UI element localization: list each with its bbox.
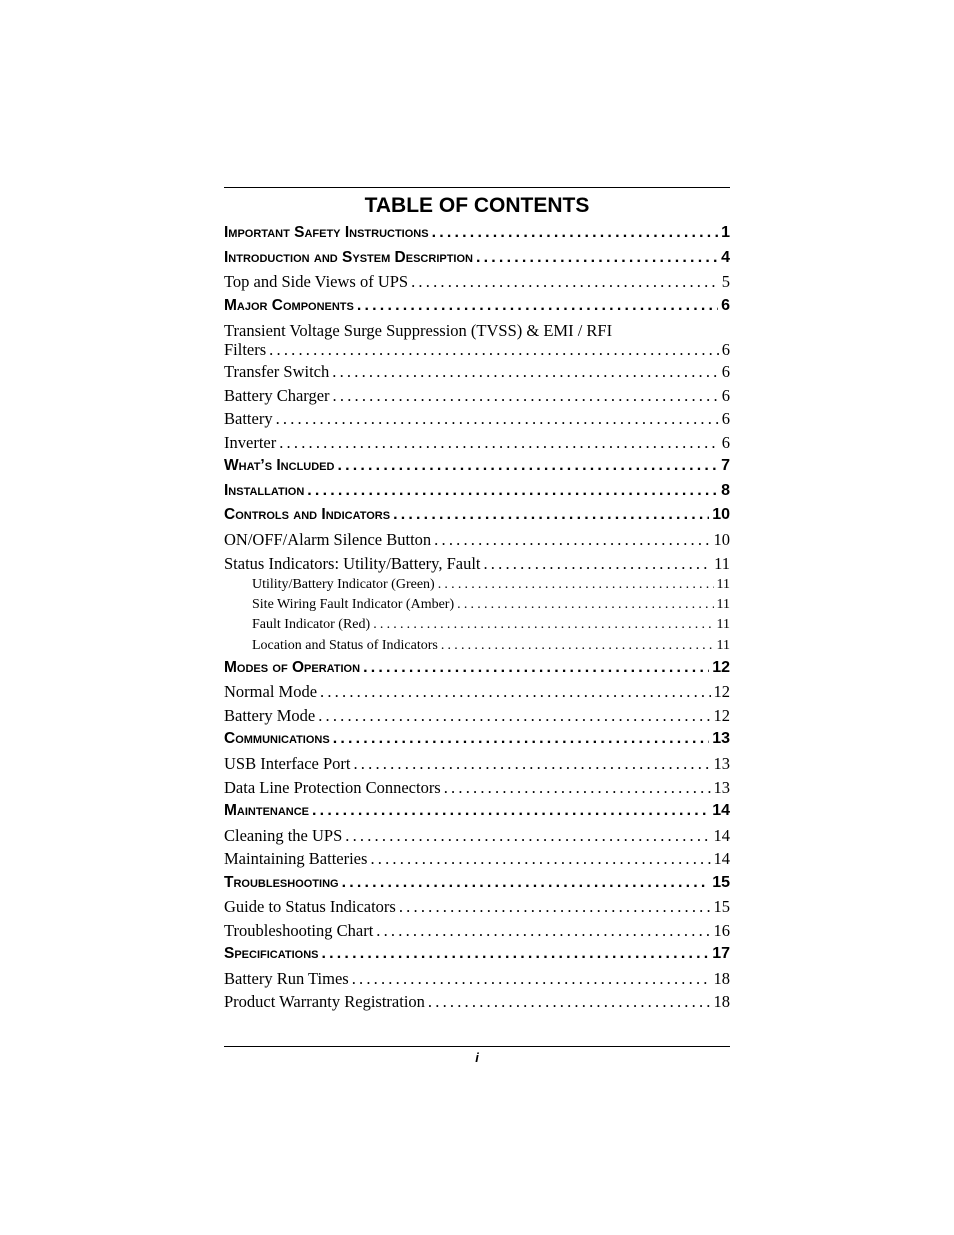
toc-entry[interactable]: [224, 528, 730, 552]
toc-entry-page: 11: [714, 553, 730, 573]
toc-entry[interactable]: [224, 407, 730, 431]
toc-entry-page: 1: [721, 224, 730, 241]
toc-entry[interactable]: [224, 454, 730, 479]
toc-entry[interactable]: [224, 431, 730, 455]
dot-leader: [363, 656, 709, 681]
dot-leader: [332, 360, 718, 384]
toc-entry-page: 14: [713, 849, 730, 869]
toc-list: [224, 221, 730, 1014]
toc-entry[interactable]: [224, 704, 730, 728]
toc-entry-label: Troubleshooting Chart: [224, 920, 374, 940]
toc-entry[interactable]: [224, 847, 730, 871]
toc-entry-page: 18: [713, 992, 730, 1012]
dot-leader: [333, 727, 709, 752]
toc-entry-page: 13: [713, 754, 730, 773]
toc-entry[interactable]: [224, 824, 730, 848]
dot-leader: [353, 752, 710, 776]
toc-entry[interactable]: [224, 776, 730, 800]
toc-entry-label: Data Line Protection Connectors: [224, 777, 441, 797]
dot-leader: [269, 340, 719, 360]
toc-entry-page: 17: [712, 945, 730, 963]
toc-entry-label: Status Indicators: Utility/Battery, Fault: [224, 553, 481, 573]
toc-entry[interactable]: [224, 321, 730, 360]
dot-leader: [434, 528, 710, 552]
toc-entry-label: Fault Indicator (Red): [252, 617, 371, 633]
toc-entry[interactable]: [224, 575, 730, 595]
dot-leader: [393, 503, 709, 528]
toc-entry-page: 7: [721, 457, 730, 475]
dot-leader: [376, 919, 710, 943]
toc-entry[interactable]: [224, 680, 730, 704]
toc-entry-label: Location and Status of Indicators: [252, 637, 438, 653]
toc-entry-page: 10: [713, 530, 730, 550]
dot-leader: [318, 704, 710, 728]
toc-entry-page: 14: [712, 802, 730, 819]
toc-entry[interactable]: [224, 895, 730, 919]
dot-leader: [370, 847, 710, 871]
toc-entry[interactable]: [224, 294, 730, 319]
toc-entry-page: 10: [712, 506, 730, 524]
toc-entry-page: 13: [712, 730, 730, 748]
dot-leader: [320, 680, 710, 704]
toc-entry-page: 18: [713, 968, 730, 988]
toc-entry-label: Top and Side Views of UPS: [224, 272, 409, 292]
toc-entry[interactable]: [224, 752, 730, 776]
toc-entry[interactable]: [224, 919, 730, 943]
toc-entry-label: Controls and Indicators: [224, 506, 391, 524]
toc-entry[interactable]: [224, 615, 730, 635]
toc-entry-label-continuation: Filters: [224, 340, 267, 360]
toc-entry-page: 11: [716, 637, 730, 653]
toc-entry-page: 6: [721, 432, 730, 452]
toc-entry[interactable]: [224, 246, 730, 271]
toc-entry[interactable]: [224, 799, 730, 824]
toc-entry-page: 12: [713, 705, 730, 725]
dot-leader: [428, 990, 711, 1014]
toc-entry-page: 12: [713, 682, 730, 702]
toc-entry-label: What’s Included: [224, 457, 335, 475]
toc-entry-label: Maintaining Batteries: [224, 849, 368, 869]
toc-entry[interactable]: [224, 503, 730, 528]
dot-leader: [352, 967, 711, 991]
toc-entry[interactable]: [224, 990, 730, 1014]
toc-entry-page: 15: [713, 897, 730, 917]
toc-entry-label: Guide to Status Indicators: [224, 897, 396, 917]
toc-entry-page: 6: [721, 296, 730, 314]
toc-entry[interactable]: [224, 656, 730, 681]
toc-entry-label: Cleaning the UPS: [224, 825, 343, 845]
toc-entry-label: Communications: [224, 730, 330, 748]
toc-page: [224, 187, 730, 1014]
dot-leader: [438, 575, 714, 595]
toc-entry[interactable]: [224, 270, 730, 294]
toc-entry-page: 5: [721, 272, 730, 292]
bottom-rule: [224, 1046, 730, 1047]
toc-entry-page: 11: [716, 577, 730, 593]
toc-entry-label: Major Components: [224, 296, 354, 314]
toc-entry[interactable]: [224, 636, 730, 656]
toc-entry-label: Utility/Battery Indicator (Green): [252, 577, 435, 593]
toc-entry[interactable]: [224, 221, 730, 246]
toc-entry-label: Product Warranty Registration: [224, 992, 425, 1012]
toc-entry-page: 6: [721, 385, 730, 405]
toc-entry-label: Maintenance: [224, 802, 310, 819]
toc-entry-page: 16: [713, 920, 730, 940]
toc-entry-page: 15: [712, 873, 730, 891]
toc-entry-label: Installation: [224, 481, 305, 499]
dot-leader: [357, 294, 718, 319]
toc-entry-page: 8: [721, 481, 730, 499]
toc-entry-label: Battery Mode: [224, 705, 316, 725]
toc-entry-label: Transfer Switch: [224, 362, 330, 382]
dot-leader: [457, 595, 713, 615]
toc-entry-page: 13: [713, 777, 730, 797]
dot-leader: [444, 776, 711, 800]
dot-leader: [307, 479, 718, 504]
dot-leader: [342, 871, 710, 896]
dot-leader: [312, 799, 709, 824]
toc-entry[interactable]: [224, 552, 730, 576]
dot-leader: [441, 636, 714, 656]
toc-entry-page: 11: [716, 597, 730, 613]
toc-entry-label: Battery Run Times: [224, 968, 349, 988]
toc-entry[interactable]: [224, 942, 730, 967]
toc-entry-page: 14: [713, 825, 730, 845]
dot-leader: [399, 895, 711, 919]
toc-entry[interactable]: [224, 360, 730, 384]
dot-leader: [476, 246, 718, 271]
dot-leader: [321, 942, 709, 967]
toc-entry[interactable]: [224, 727, 730, 752]
dot-leader: [411, 270, 719, 294]
toc-entry-page: 11: [716, 617, 730, 633]
toc-entry-page: 6: [721, 362, 730, 382]
toc-entry-label: Modes of Operation: [224, 658, 361, 676]
toc-entry-page: 4: [721, 248, 730, 266]
toc-entry-label: Normal Mode: [224, 682, 318, 702]
dot-leader: [373, 615, 713, 635]
toc-entry-label: Troubleshooting: [224, 873, 339, 891]
page-number: i: [475, 1050, 479, 1065]
dot-leader: [432, 221, 719, 246]
toc-entry[interactable]: [224, 967, 730, 991]
dot-leader: [276, 407, 719, 431]
toc-entry-page: 6: [721, 340, 730, 360]
toc-entry-label: Inverter: [224, 432, 277, 452]
toc-entry-label: Site Wiring Fault Indicator (Amber): [252, 597, 455, 613]
toc-entry-label: USB Interface Port: [224, 754, 351, 773]
dot-leader: [337, 454, 718, 479]
toc-entry-label: ON/OFF/Alarm Silence Button: [224, 530, 432, 550]
toc-entry[interactable]: [224, 479, 730, 504]
toc-entry[interactable]: [224, 384, 730, 408]
toc-entry-label: Important Safety Instructions: [224, 224, 429, 241]
dot-leader: [279, 431, 719, 455]
dot-leader: [483, 552, 711, 576]
toc-entry-label: Transient Voltage Surge Suppression (TVSS) & EMI / RFI: [224, 321, 613, 341]
toc-entry-label: Specifications: [224, 945, 319, 963]
toc-entry-page: 6: [721, 409, 730, 429]
toc-entry[interactable]: [224, 595, 730, 615]
top-rule: [224, 187, 730, 188]
toc-entry-label: Introduction and System Description: [224, 248, 473, 266]
dot-leader: [345, 824, 710, 848]
toc-entry-label: Battery: [224, 409, 273, 429]
page-title: TABLE OF CONTENTS: [364, 194, 590, 217]
toc-entry-label: Battery Charger: [224, 385, 330, 405]
dot-leader: [333, 384, 719, 408]
toc-entry[interactable]: [224, 871, 730, 896]
toc-entry-page: 12: [712, 658, 730, 676]
